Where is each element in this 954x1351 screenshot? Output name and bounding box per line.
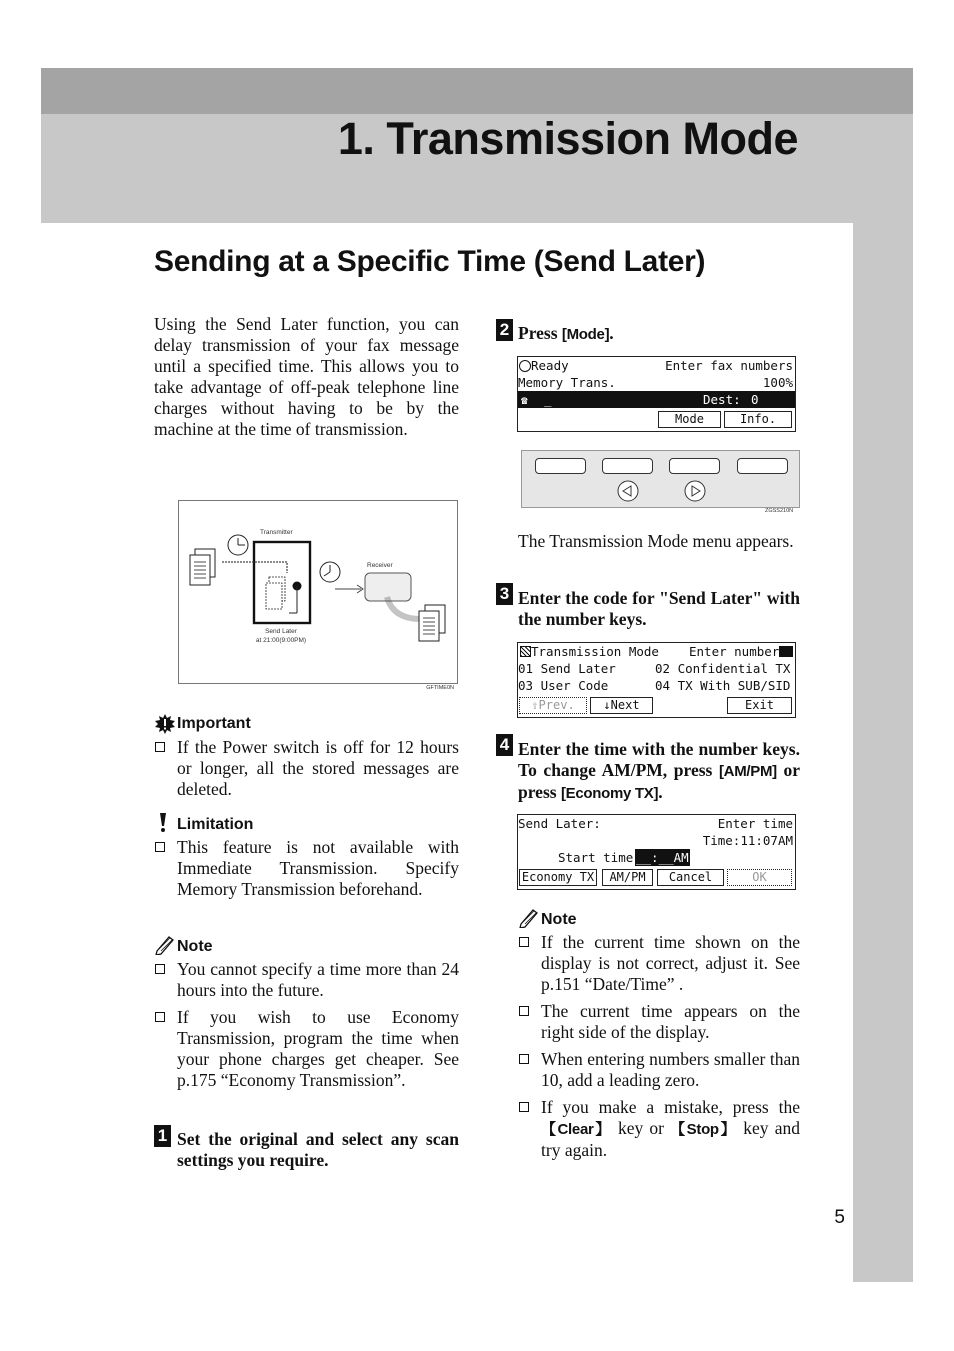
lcd-ok-button[interactable]: OK — [727, 869, 792, 886]
lcd2-title: Transmission Mode — [531, 644, 659, 659]
note-list — [154, 959, 459, 1091]
note-list — [518, 932, 800, 1161]
lcd-info-button[interactable]: Info. — [724, 411, 792, 428]
mode-key: [Mode] — [561, 326, 610, 343]
lcd-cancel-button[interactable]: Cancel — [657, 869, 724, 886]
list-item: If the current time shown on the display is not correct, adjust it. See p.151 “Date/Time” . — [518, 932, 800, 995]
lcd-mode-button[interactable]: Mode — [658, 411, 721, 428]
lcd2-cursor — [779, 646, 793, 657]
control-panel — [521, 450, 800, 508]
lcd-dest-row: ☎ _ Dest: 0 — [518, 391, 795, 408]
send-later-caption-time: at 21:00(9:00PM) — [255, 637, 307, 644]
telephone-icon: ☎ — [521, 394, 528, 407]
lcd2-prompt: Enter number — [689, 644, 780, 659]
transmitter-label: Transmitter — [260, 529, 293, 536]
note-label: Note — [541, 911, 577, 928]
panel-figure-code: ZGSS210N — [765, 508, 794, 514]
selection-key-4[interactable] — [737, 458, 788, 474]
step-3-text: Enter the code for "Send Later" with the number keys. — [518, 588, 800, 629]
up-arrow-icon: ⇧ — [531, 698, 539, 712]
chapter-side-tab — [853, 223, 913, 1282]
economy-tx-key: [Economy TX] — [560, 785, 659, 802]
option-user-code[interactable]: 03 User Code — [518, 678, 609, 693]
lcd-transmission-mode-screen — [517, 642, 796, 718]
page-number: 5 — [834, 1207, 845, 1228]
checkbox-bullet-icon — [519, 1006, 529, 1016]
lcd-exit-button[interactable]: Exit — [727, 697, 792, 714]
list-item: If you make a mistake, press the 【Clear】 key or 【Stop】 key and try again. — [518, 1097, 800, 1161]
chapter-title: 1. Transmission Mode — [337, 113, 798, 164]
list-item: This feature is not available with Immediate Transmission. Specify Memory Transmission beforehand. — [154, 837, 459, 900]
step-4-text: Enter the time with the number keys. To change AM/PM, press [AM/PM] or press [Economy TX]. — [518, 739, 800, 802]
lcd-dest-value: 0 — [751, 392, 759, 407]
note-block-left — [154, 935, 459, 1097]
limitation-icon — [156, 813, 170, 833]
send-later-caption — [239, 627, 323, 645]
lcd3-prompt: Enter time — [717, 816, 793, 831]
list-item: The current time appears on the right side of the display. — [518, 1001, 800, 1043]
lcd-prev-button[interactable]: ⇧Prev. — [519, 697, 587, 714]
lcd-mode: Memory Trans. — [518, 375, 616, 390]
note-block-right — [518, 908, 800, 1167]
lcd3-start-label: Start time — [558, 850, 634, 865]
pencil-note-icon — [518, 908, 540, 928]
section-title: Sending at a Specific Time (Send Later) — [154, 245, 706, 278]
lcd3-title: Send Later: — [518, 816, 601, 831]
important-icon — [154, 714, 176, 734]
lcd-ready-screen — [517, 356, 796, 432]
option-send-later[interactable]: 01 Send Later — [518, 661, 616, 676]
important-list — [154, 737, 459, 800]
step-number-4: 4 — [496, 734, 513, 756]
stop-key: 【Stop】 — [670, 1121, 738, 1138]
checkbox-bullet-icon — [155, 964, 165, 974]
lcd-next-button[interactable]: ↓Next — [590, 697, 653, 714]
menu-grid-icon — [520, 646, 531, 657]
selection-key-2[interactable] — [602, 458, 653, 474]
send-later-caption-title: Send Later — [265, 628, 297, 635]
step-number-3: 3 — [496, 583, 513, 605]
selection-key-1[interactable] — [535, 458, 586, 474]
left-arrow-key-icon[interactable] — [617, 480, 641, 502]
checkbox-bullet-icon — [519, 937, 529, 947]
figure-code: GFTIME0N — [426, 685, 454, 691]
down-arrow-icon: ↓ — [603, 698, 611, 712]
limitation-label: Limitation — [177, 816, 254, 833]
list-item: If you wish to use Economy Transmission, program the time when your phone charges get cheaper. See p.175 “Economy Transmission”. — [154, 1007, 459, 1091]
selection-key-3[interactable] — [669, 458, 720, 474]
step-2-result: The Transmission Mode menu appears. — [518, 531, 794, 551]
lcd-economy-tx-button[interactable]: Economy TX — [519, 869, 597, 886]
clear-key: 【Clear】 — [541, 1121, 612, 1138]
lcd-percent: 100% — [762, 375, 793, 390]
step-number-1: 1 — [154, 1125, 171, 1147]
pencil-note-icon — [154, 935, 176, 955]
lcd-prompt: Enter fax numbers — [665, 358, 793, 373]
intro-paragraph: Using the Send Later function, you can delay transmission of your fax message until a specified time. This allows you to take advantage of off-peak telephone line charges without having to be by the machine at the time of transmission. — [154, 314, 459, 439]
lcd-send-later-screen — [517, 814, 796, 890]
limitation-block — [154, 813, 459, 906]
important-label: Important — [177, 715, 251, 732]
start-time-input[interactable]: __:__AM — [636, 850, 689, 865]
note-label: Note — [177, 938, 213, 955]
option-confidential-tx[interactable]: 02 Confidential TX — [655, 661, 791, 676]
send-later-figure — [178, 500, 458, 691]
limitation-list — [154, 837, 459, 900]
checkbox-bullet-icon — [519, 1102, 529, 1112]
step-1-text: Set the original and select any scan settings you require. — [177, 1129, 459, 1170]
option-tx-with-sub-sid[interactable]: 04 TX With SUB/SID — [655, 678, 791, 693]
ready-circle-icon — [519, 360, 531, 372]
lcd3-current-time: Time:11:07AM — [702, 833, 793, 848]
list-item: If the Power switch is off for 12 hours or longer, all the stored messages are deleted. — [154, 737, 459, 800]
important-block — [154, 713, 459, 806]
step-2-text: Press [Mode]. — [518, 323, 614, 343]
list-item: You cannot specify a time more than 24 hours into the future. — [154, 959, 459, 1001]
checkbox-bullet-icon — [155, 842, 165, 852]
step-number-2: 2 — [496, 319, 513, 341]
checkbox-bullet-icon — [155, 742, 165, 752]
receiver-label: Receiver — [367, 562, 393, 569]
send-later-illustration — [179, 501, 457, 683]
checkbox-bullet-icon — [155, 1012, 165, 1022]
lcd-am-pm-button[interactable]: AM/PM — [602, 869, 653, 886]
am-pm-key: [AM/PM] — [718, 763, 777, 780]
lcd-dest-label: Dest: — [703, 392, 741, 407]
right-arrow-key-icon[interactable] — [684, 480, 708, 502]
header-band-top — [41, 68, 913, 114]
lcd-status: Ready — [531, 358, 569, 373]
list-item: When entering numbers smaller than 10, add a leading zero. — [518, 1049, 800, 1091]
checkbox-bullet-icon — [519, 1054, 529, 1064]
